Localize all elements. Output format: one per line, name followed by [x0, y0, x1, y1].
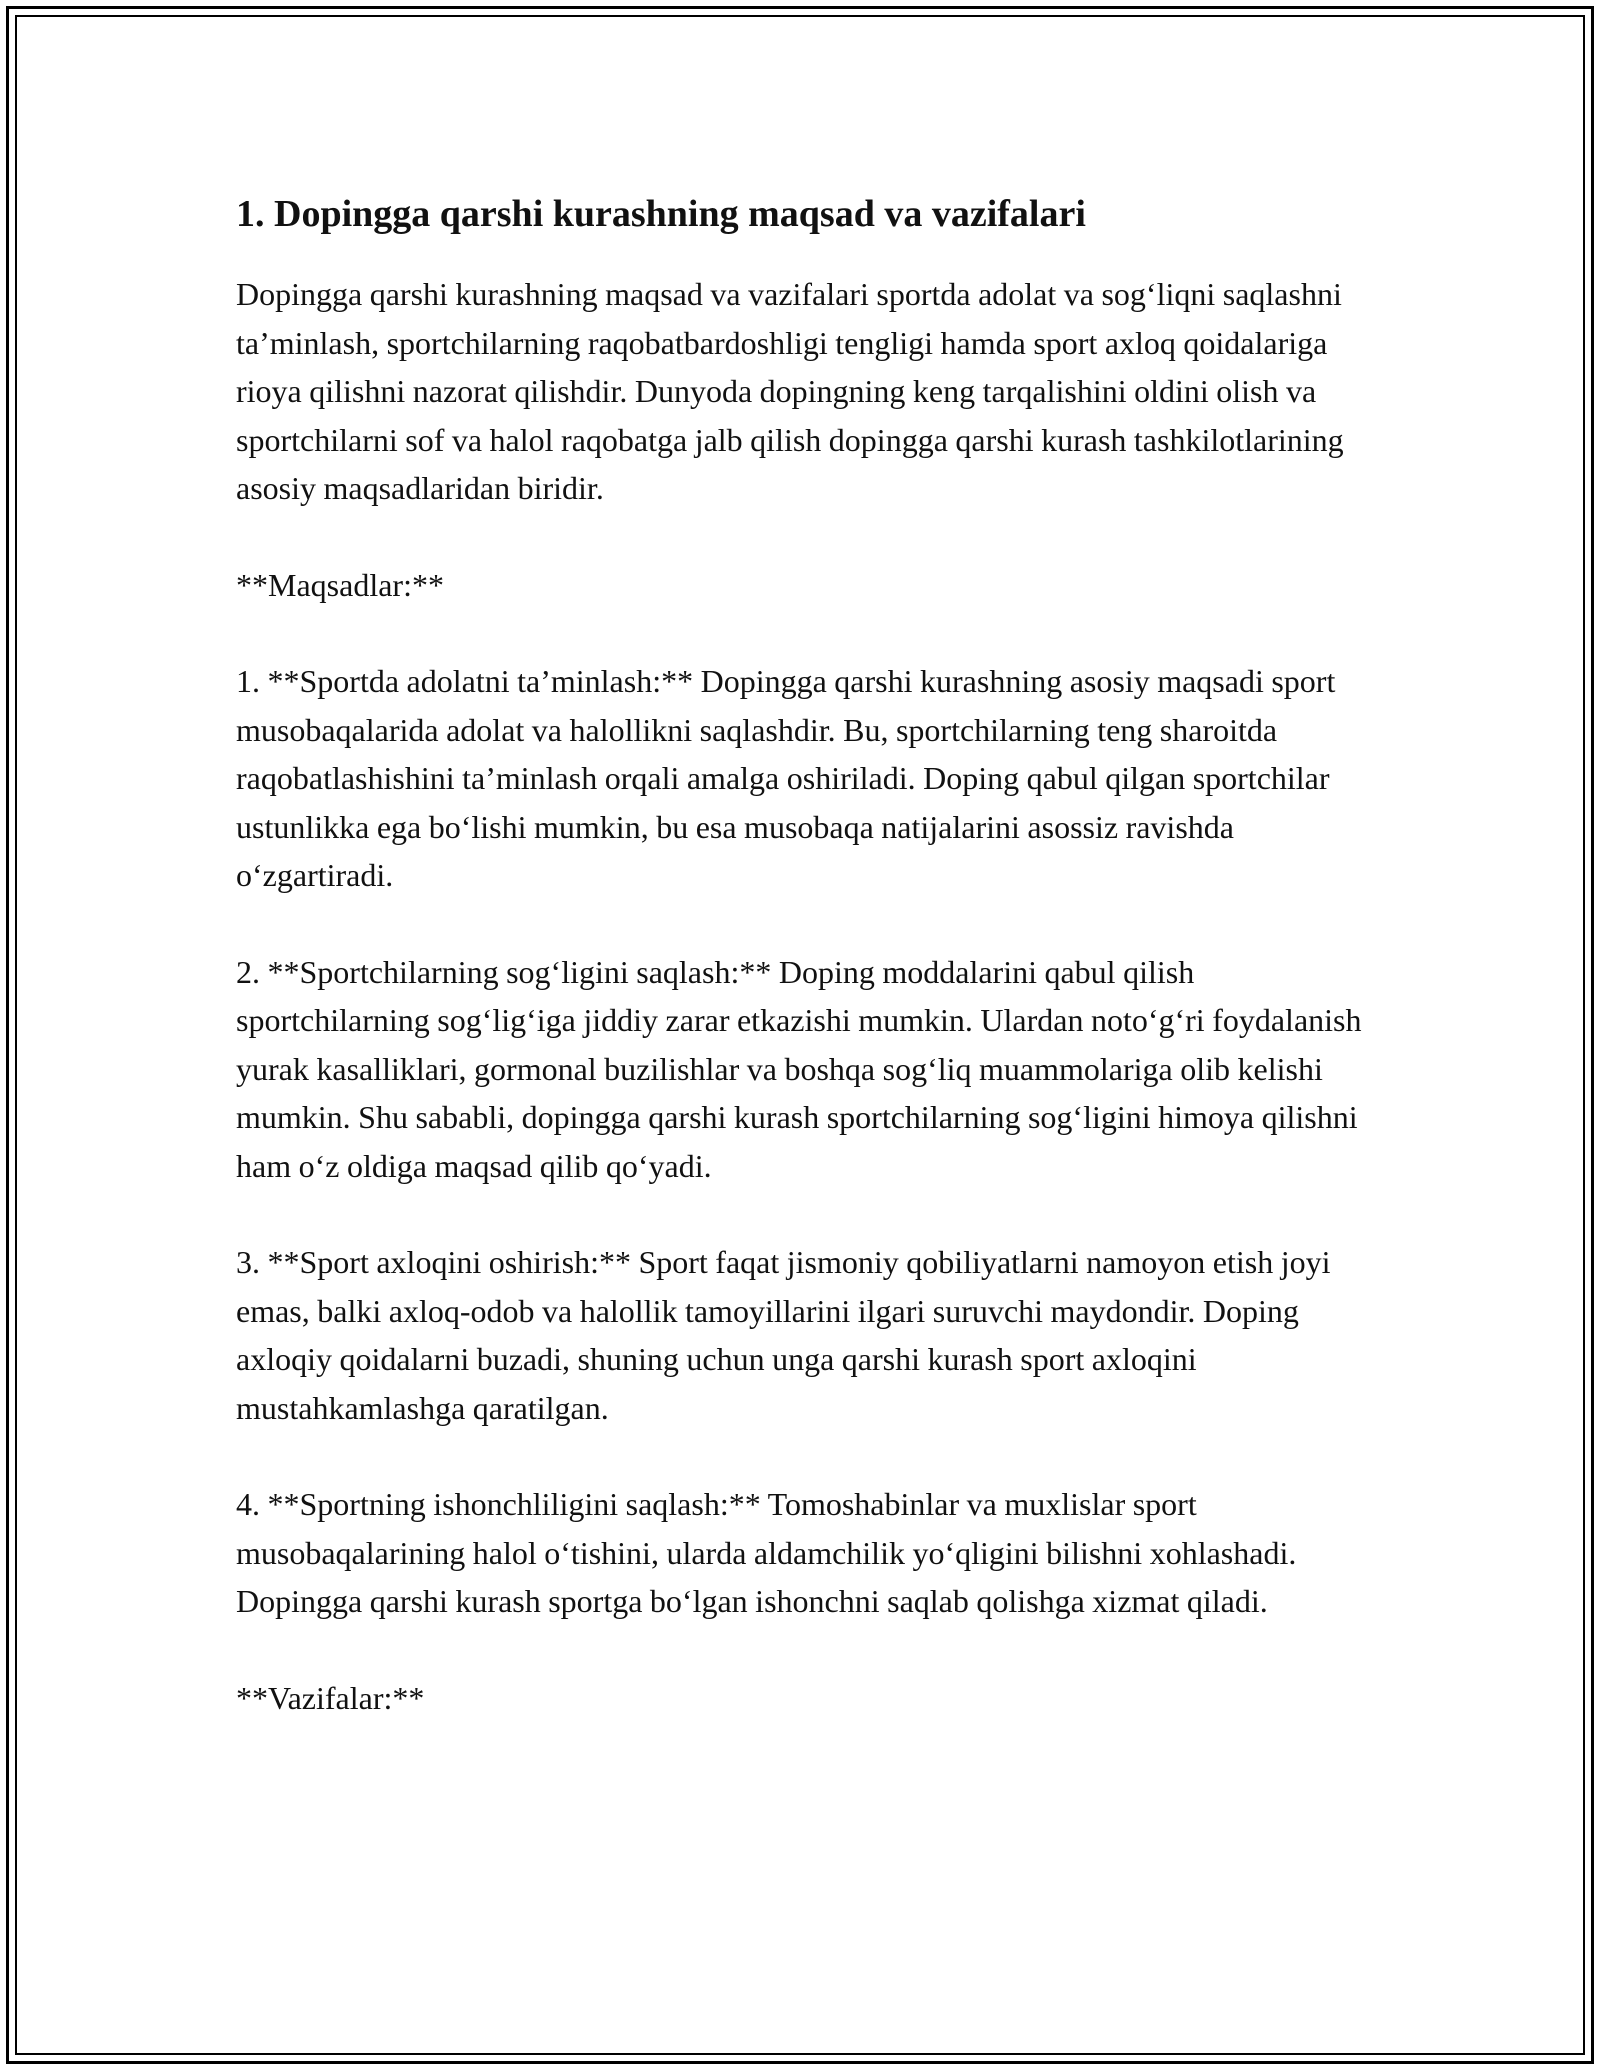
goals-heading: **Maqsadlar:** — [236, 566, 444, 603]
tasks-heading: **Vazifalar:** — [236, 1679, 425, 1716]
document-body — [236, 186, 1376, 1770]
goal-item-1: 1. **Sportda adolatni ta’minlash:** Dopingga qarshi kurashning asosiy maqsadi sport musobaqalarida adolat va halollikni saqlashdir. Bu, sportchilarning teng sharoitda raqobatlashishini ta’minlash orqali amalga oshiriladi. Doping qabul qilgan sportchilar ustunlikka ega bo‘lishi mumkin, bu esa musobaqa natijalarini asossiz ravishda o‘zgartiradi. — [236, 663, 1336, 893]
intro-paragraph: Dopingga qarshi kurashning maqsad va vazifalari sportda adolat va sog‘liqni saqlashni ta’minlash, sportchilarning raqobatbardoshligi tengligi hamda sport axloq qoidalariga rioya qilishni nazorat qilishdir. Dunyoda dopingning keng tarqalishini oldini olish va sportchilarni sof va halol raqobatga jalb qilish dopingga qarshi kurash tashkilotlarining asosiy maqsadlaridan biridir. — [236, 276, 1344, 506]
goal-item-2: 2. **Sportchilarning sog‘ligini saqlash:** Doping moddalarini qabul qilish sportchilarning sog‘lig‘iga jiddiy zarar etkazishi mumkin. Ulardan noto‘g‘ri foydalanish yurak kasalliklari, gormonal buzilishlar va boshqa sog‘liq muammolariga olib kelishi mumkin. Shu sababli, dopingga qarshi kurash sportchilarning sog‘ligini himoya qilishni ham o‘z oldiga maqsad qilib qo‘yadi. — [236, 953, 1362, 1184]
section-heading: 1. Dopingga qarshi kurashning maqsad va vazifalari — [236, 193, 1086, 235]
goal-item-4: 4. **Sportning ishonchliligini saqlash:** Tomoshabinlar va muxlislar sport musobaqalarining halol o‘tishini, ularda aldamchilik yo‘qligini bilishni xohlashadi. Dopingga qarshi kurash sportga bo‘lgan ishonchni saqlab qolishga xizmat qiladi. — [236, 1486, 1297, 1619]
goal-item-3: 3. **Sport axloqini oshirish:** Sport faqat jismoniy qobiliyatlarni namoyon etish joyi emas, balki axloq-odob va halollik tamoyillarini ilgari suruvchi maydondir. Doping axloqiy qoidalarni buzadi, shuning uchun unga qarshi kurash sport axloqini mustahkamlashga qaratilgan. — [236, 1244, 1331, 1426]
